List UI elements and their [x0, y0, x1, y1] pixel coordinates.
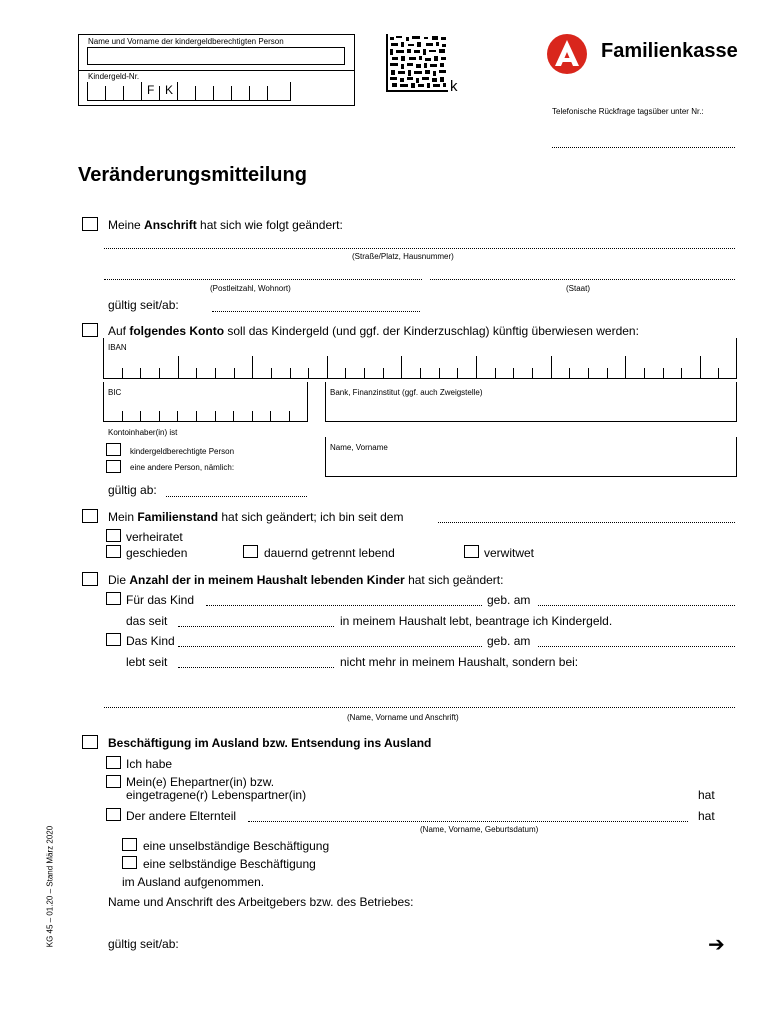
kindergeld-nr-field[interactable]	[87, 82, 291, 101]
abroad-checkbox[interactable]	[82, 735, 98, 749]
account-valid-label: gültig ab:	[108, 483, 157, 497]
segment-tick	[513, 368, 514, 378]
state-field[interactable]	[430, 279, 735, 280]
abroad-other-parent-hat: hat	[698, 809, 715, 823]
phone-field[interactable]	[552, 147, 735, 148]
segment-tick	[140, 368, 141, 378]
abroad-heading: Beschäftigung im Ausland bzw. Entsendung ins Ausland	[108, 736, 432, 750]
iban-label: IBAN	[108, 343, 127, 352]
child-remove-born-label: geb. am	[487, 634, 531, 648]
segment-tick	[196, 368, 197, 378]
abroad-self-label: Ich habe	[126, 757, 173, 771]
employer-label: Name und Anschrift des Arbeitgebers bzw. des Betriebes:	[108, 895, 414, 909]
segment-tick	[700, 356, 701, 378]
child-add-lives-text: in meinem Haushalt lebt, beantrage ich Kindergeld.	[340, 614, 613, 628]
abroad-partner-label-2: eingetragene(r) Lebenspartner(in)	[126, 788, 307, 802]
address-heading: Meine Anschrift hat sich wie folgt geändert:	[108, 218, 343, 232]
child-remove-born-field[interactable]	[538, 646, 735, 647]
separated-checkbox[interactable]	[243, 545, 258, 558]
family-heading: Mein Familienstand hat sich geändert; ich bin seit dem	[108, 510, 404, 524]
segment-tick	[327, 356, 328, 378]
child-remove-checkbox[interactable]	[106, 633, 121, 646]
holder-self-label: kindergeldberechtigte Person	[130, 447, 235, 456]
holder-self-checkbox[interactable]	[106, 443, 121, 456]
segment-tick	[401, 356, 402, 378]
segment-tick	[607, 368, 608, 378]
emp-self-label: eine selbständige Beschäftigung	[143, 857, 316, 871]
page-title: Veränderungsmitteilung	[78, 164, 307, 186]
emp-taken-up-text: im Ausland aufgenommen.	[122, 875, 265, 889]
segment-tick	[625, 356, 626, 378]
next-page-arrow-icon[interactable]: ➔	[708, 932, 725, 956]
child-address-caption: (Name, Vorname und Anschrift)	[347, 713, 459, 722]
bic-field[interactable]	[103, 382, 308, 422]
segment-tick	[588, 368, 589, 378]
segment-tick	[644, 368, 645, 378]
child-remove-since-field[interactable]	[178, 667, 334, 668]
divorced-checkbox[interactable]	[106, 545, 121, 558]
abroad-other-parent-field[interactable]	[248, 821, 688, 822]
abroad-other-parent-caption: (Name, Vorname, Geburtsdatum)	[420, 825, 539, 834]
segment-tick	[420, 368, 421, 378]
bank-label: Bank, Finanzinstitut (ggf. auch Zweigstelle)	[330, 388, 483, 397]
segment-tick	[289, 411, 290, 421]
abroad-valid-label: gültig seit/ab:	[108, 937, 179, 951]
city-caption: (Postleitzahl, Wohnort)	[210, 284, 291, 293]
segment-tick	[196, 411, 197, 421]
segment-tick	[345, 368, 346, 378]
family-date-field[interactable]	[438, 522, 735, 523]
state-caption: (Staat)	[566, 284, 591, 293]
segment-tick	[476, 356, 477, 378]
segment-tick	[532, 368, 533, 378]
abroad-partner-label-1: Mein(e) Ehepartner(in) bzw.	[126, 775, 275, 789]
segment-tick	[551, 356, 552, 378]
child-add-label: Für das Kind	[126, 593, 195, 607]
segment-tick	[383, 368, 384, 378]
segment-tick	[308, 368, 309, 378]
widowed-label: verwitwet	[484, 546, 535, 560]
segment-tick	[215, 411, 216, 421]
segment-tick	[290, 368, 291, 378]
segment-tick	[122, 368, 123, 378]
family-checkbox[interactable]	[82, 509, 98, 523]
datamatrix-code-icon	[386, 34, 448, 92]
children-heading: Die Anzahl der in meinem Haushalt lebenden Kinder hat sich geändert:	[108, 573, 504, 587]
brand-name: Familienkasse	[601, 40, 738, 62]
segment-tick	[159, 411, 160, 421]
segment-tick	[439, 368, 440, 378]
children-checkbox[interactable]	[82, 572, 98, 586]
segment-tick	[177, 411, 178, 421]
segment-tick	[270, 411, 271, 421]
phone-label: Telefonische Rückfrage tagsüber unter Nr.:	[552, 107, 704, 116]
kindergeld-nr-label: Kindergeld-Nr.	[88, 72, 140, 81]
name-field[interactable]	[87, 47, 345, 65]
segment-tick	[234, 368, 235, 378]
emp-dependent-label: eine unselbständige Beschäftigung	[143, 839, 330, 853]
segment-tick	[159, 368, 160, 378]
iban-field[interactable]	[103, 338, 737, 379]
segment-tick	[252, 356, 253, 378]
city-field[interactable]	[104, 279, 422, 280]
segment-tick	[271, 368, 272, 378]
segment-tick	[215, 368, 216, 378]
address-valid-label: gültig seit/ab:	[108, 298, 179, 312]
segment-tick	[681, 368, 682, 378]
segment-tick	[569, 368, 570, 378]
holder-other-checkbox[interactable]	[106, 460, 121, 473]
segment-tick	[122, 411, 123, 421]
emp-self-checkbox[interactable]	[122, 856, 137, 869]
kg-letter-f: F	[147, 83, 155, 97]
segment-tick	[140, 411, 141, 421]
segment-tick	[663, 368, 664, 378]
child-add-since-field[interactable]	[178, 626, 334, 627]
child-remove-text: nicht mehr in meinem Haushalt, sondern bei:	[340, 655, 579, 669]
holder-name-label: Name, Vorname	[330, 443, 388, 452]
abroad-other-parent-checkbox[interactable]	[106, 808, 121, 821]
segment-tick	[457, 368, 458, 378]
kg-letter-k: K	[165, 83, 174, 97]
child-remove-since-label: lebt seit	[126, 655, 168, 669]
child-add-since-label: das seit	[126, 614, 168, 628]
abroad-other-parent-label: Der andere Elternteil	[126, 809, 237, 823]
married-checkbox[interactable]	[106, 529, 121, 542]
street-caption: (Straße/Platz, Hausnummer)	[352, 252, 454, 261]
familienkasse-logo-icon	[546, 33, 588, 75]
segment-tick	[364, 368, 365, 378]
segment-tick	[178, 356, 179, 378]
name-label: Name und Vorname der kindergeldberechtigten Person	[88, 37, 284, 46]
child-add-name-field[interactable]	[206, 605, 482, 606]
holder-other-label: eine andere Person, nämlich:	[130, 463, 235, 472]
street-field[interactable]	[104, 248, 735, 249]
child-add-checkbox[interactable]	[106, 592, 121, 605]
child-remove-name-field[interactable]	[178, 646, 482, 647]
segment-tick	[233, 411, 234, 421]
datamatrix-suffix: k	[450, 78, 458, 95]
segment-tick	[718, 368, 719, 378]
widowed-checkbox[interactable]	[464, 545, 479, 558]
divorced-label: geschieden	[126, 546, 188, 560]
child-add-born-field[interactable]	[538, 605, 735, 606]
address-checkbox[interactable]	[82, 217, 98, 231]
bic-label: BIC	[108, 388, 122, 397]
account-valid-field[interactable]	[166, 496, 307, 497]
form-version-note: KG 45 – 01.20 – Stand März 2020	[45, 825, 55, 948]
name-box-divider	[78, 70, 355, 71]
child-remove-label: Das Kind	[126, 634, 175, 648]
abroad-self-checkbox[interactable]	[106, 756, 121, 769]
segment-tick	[252, 411, 253, 421]
married-label: verheiratet	[126, 530, 183, 544]
address-valid-field[interactable]	[212, 311, 420, 312]
abroad-partner-checkbox[interactable]	[106, 775, 121, 788]
separated-label: dauernd getrennt lebend	[264, 546, 395, 560]
account-heading: Auf folgendes Konto soll das Kindergeld (und ggf. der Kinderzuschlag) künftig überwiesen werden:	[108, 324, 639, 338]
abroad-partner-hat: hat	[698, 788, 715, 802]
segment-tick	[495, 368, 496, 378]
emp-dependent-checkbox[interactable]	[122, 838, 137, 851]
child-new-address-field[interactable]	[104, 707, 735, 708]
child-add-born-label: geb. am	[487, 593, 531, 607]
holder-label: Kontoinhaber(in) ist	[108, 428, 178, 437]
account-checkbox[interactable]	[82, 323, 98, 337]
